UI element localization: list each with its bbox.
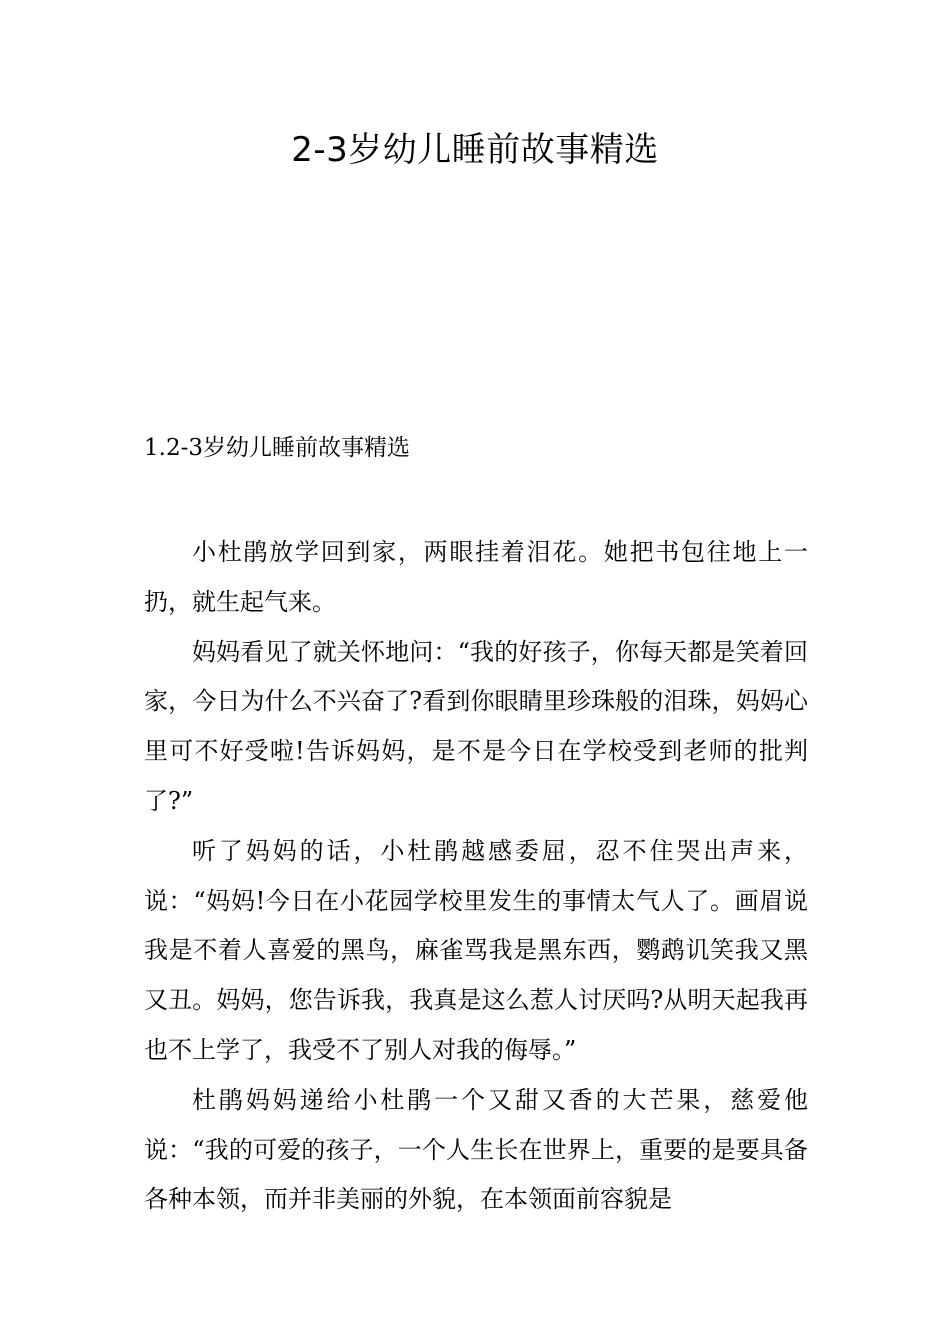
paragraph: 小杜鹃放学回到家，两眼挂着泪花。她把书包往地上一扔，就生起气来。 — [144, 538, 808, 616]
story-body — [144, 528, 808, 1225]
document-title: 2-3岁幼儿睡前故事精选 — [291, 130, 659, 170]
section-heading: 1.2-3岁幼儿睡前故事精选 — [144, 435, 410, 461]
paragraph: 妈妈看见了就关怀地问：“我的好孩子，你每天都是笑着回家，今日为什么不兴奋了?看到你眼睛里珍珠般的泪珠，妈妈心里可不好受啦!告诉妈妈，是不是今日在学校受到老师的批判了?” — [144, 637, 808, 815]
paragraph: 杜鹃妈妈递给小杜鹃一个又甜又香的大芒果，慈爱他说：“我的可爱的孩子，一个人生长在世界上，重要的是要具备各种本领，而并非美丽的外貌，在本领面前容貌是 — [144, 1085, 808, 1214]
paragraph: 听了妈妈的话，小杜鹃越感委屈，忍不住哭出声来，说：“妈妈!今日在小花园学校里发生的事情太气人了。画眉说我是不着人喜爱的黑鸟，麻雀骂我是黑东西，鹦鹉讥笑我又黑又丑。妈妈，您告诉我，我真是这么惹人讨厌吗?从明天起我再也不上学了，我受不了别人对我的侮辱。” — [144, 836, 808, 1064]
